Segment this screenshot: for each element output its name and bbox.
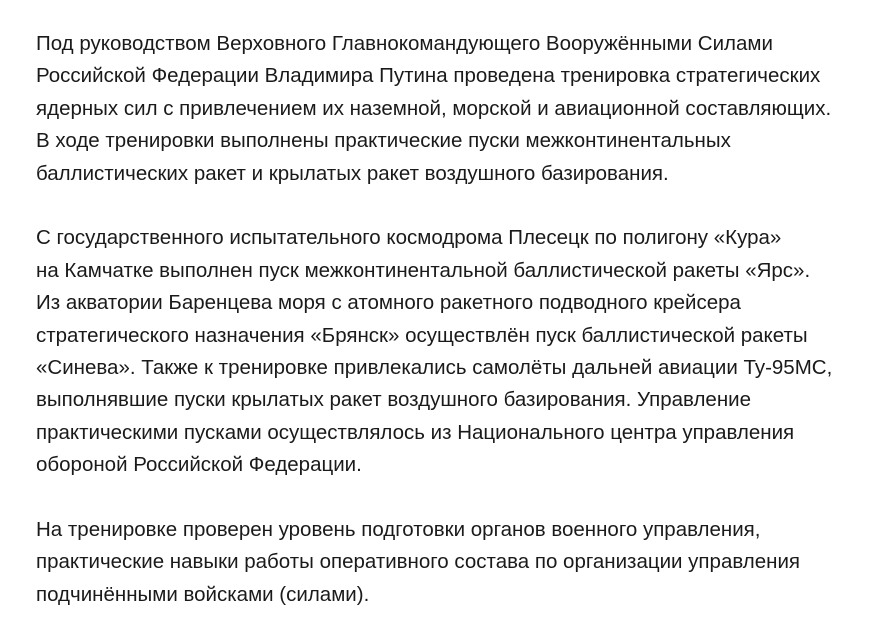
- text-line: стратегического назначения «Брянск» осуществлён пуск баллистической ракеты: [36, 323, 808, 347]
- paragraph: [36, 222, 851, 481]
- paragraph: [36, 28, 851, 190]
- text-line: выполнявшие пуски крылатых ракет воздушного базирования. Управление: [36, 388, 751, 412]
- text-line: «Синева». Также к тренировке привлекались самолёты дальней авиации Ту-95МС,: [36, 356, 833, 380]
- text-line: практические навыки работы оперативного состава по организации управления: [36, 550, 800, 574]
- text-line: На тренировке проверен уровень подготовки органов военного управления,: [36, 518, 761, 542]
- text-line: на Камчатке выполнен пуск межконтинентальной баллистической ракеты «Ярс».: [36, 258, 811, 282]
- text-line: В ходе тренировки выполнены практические пуски межконтинентальных: [36, 129, 731, 153]
- text-line: С государственного испытательного космодрома Плесецк по полигону «Кура»: [36, 226, 782, 250]
- text-line: баллистических ракет и крылатых ракет воздушного базирования.: [36, 161, 669, 185]
- article-body: [36, 28, 851, 611]
- text-line: Под руководством Верховного Главнокомандующего Вооружёнными Силами: [36, 32, 773, 55]
- text-line: Российской Федерации Владимира Путина проведена тренировка стратегических: [36, 64, 821, 88]
- text-line: подчинёнными войсками (силами).: [36, 582, 370, 606]
- text-line: ядерных сил с привлечением их наземной, морской и авиационной составляющих.: [36, 96, 832, 120]
- text-line: практическими пусками осуществлялось из Национального центра управления: [36, 420, 795, 444]
- paragraph: [36, 514, 851, 611]
- text-line: обороной Российской Федерации.: [36, 453, 362, 477]
- text-line: Из акватории Баренцева моря с атомного ракетного подводного крейсера: [36, 291, 741, 315]
